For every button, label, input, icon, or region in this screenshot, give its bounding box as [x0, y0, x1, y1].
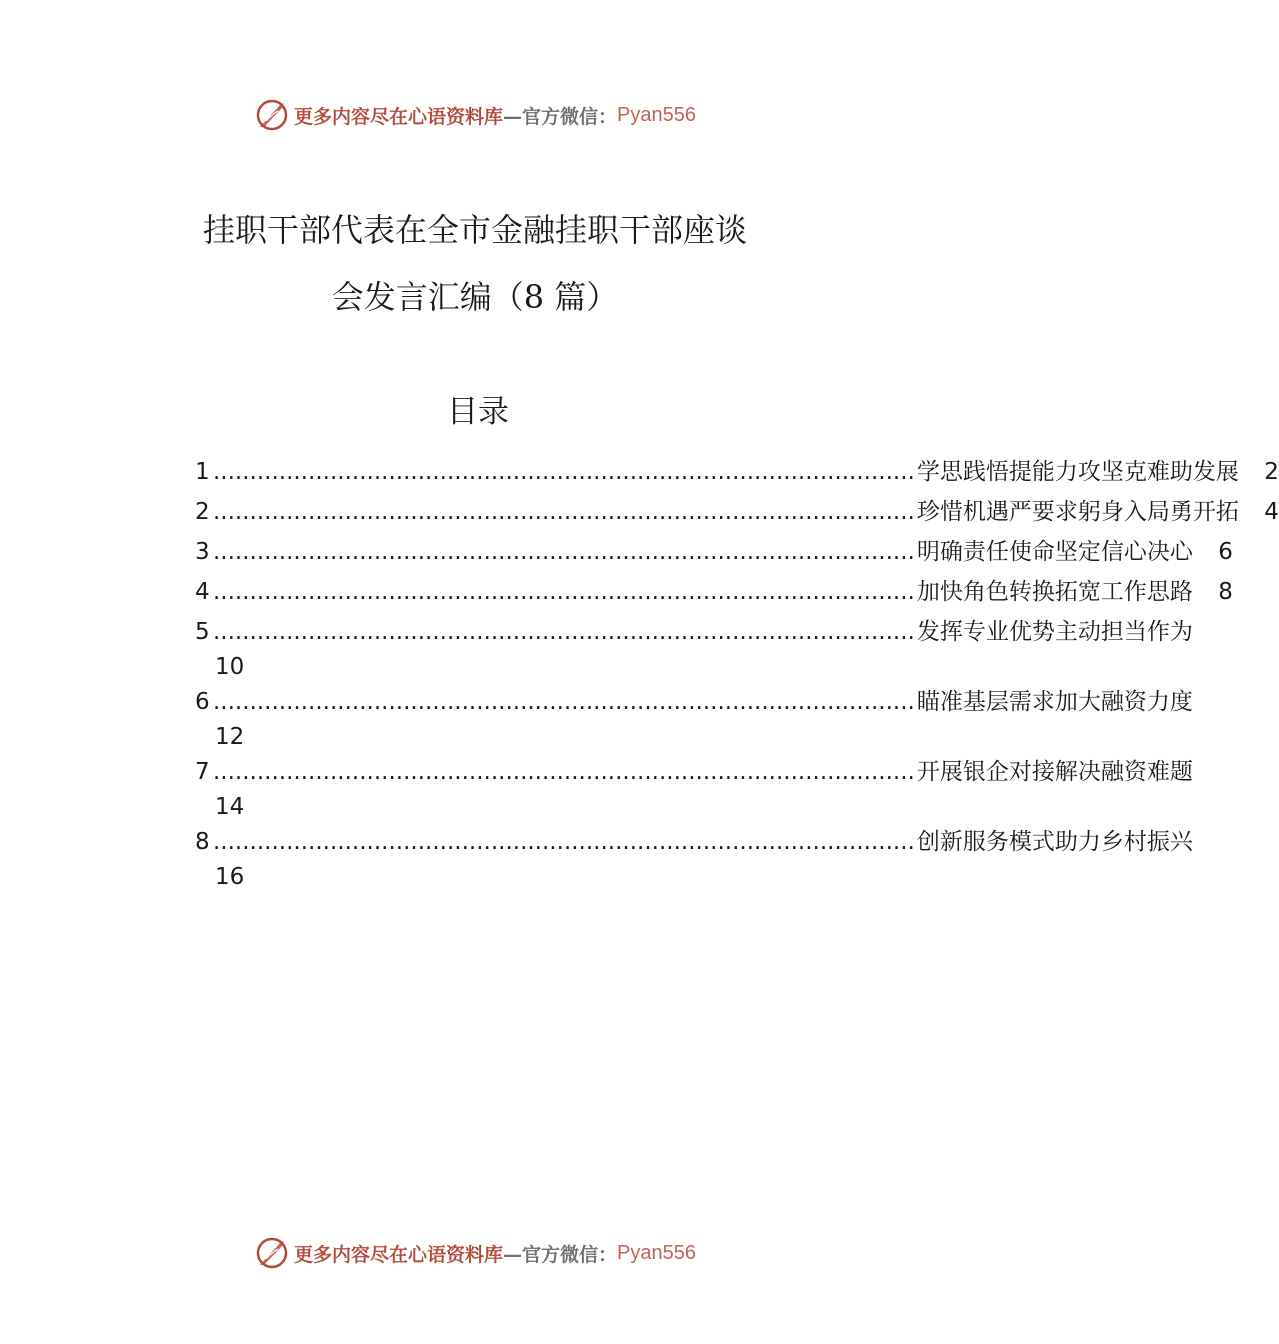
toc-entry[interactable]	[195, 822, 1193, 892]
toc-entry-title: 学思践悟提能力攻坚克难助发展	[916, 459, 1239, 485]
toc-entry-title: 明确责任使命坚定信心决心	[916, 539, 1193, 565]
toc-entry-number: 2	[195, 499, 210, 525]
toc-entry-title: 开展银企对接解决融资难题	[916, 759, 1193, 785]
banner-wechat-label: —官方微信：	[503, 1243, 618, 1266]
toc-entry-page: 6	[1218, 539, 1233, 565]
toc-entry-title: 珍惜机遇严要求躬身入局勇开拓	[916, 499, 1239, 525]
toc-leader-dots: ................................................................................................	[213, 539, 915, 565]
toc-leader-dots: ................................................................................................	[213, 619, 915, 645]
toc-entry-page: 10	[215, 654, 245, 680]
toc-entry-number: 8	[195, 829, 210, 855]
toc-entry-page: 14	[215, 794, 245, 820]
toc-entry[interactable]	[195, 612, 1193, 682]
toc-leader-dots: ................................................................................................	[213, 499, 915, 525]
footer-banner	[0, 1233, 950, 1273]
toc-entry-page: 16	[215, 864, 245, 890]
toc-leader-dots: ................................................................................................	[213, 759, 915, 785]
toc-entry-page: 12	[215, 724, 245, 750]
toc-entry-page: 8	[1218, 579, 1233, 605]
toc-entry-number: 6	[195, 689, 210, 715]
toc-leader-dots: ................................................................................................	[213, 579, 915, 605]
banner-wechat-id: Pyan556	[617, 103, 696, 126]
toc-leader-dots: ................................................................................................	[213, 459, 915, 485]
toc-entry-title: 创新服务模式助力乡村振兴	[916, 829, 1193, 855]
toc-entry[interactable]	[195, 532, 1233, 572]
table-of-contents	[195, 452, 1279, 892]
banner-library-text: 更多内容尽在心语资料库	[294, 1243, 504, 1266]
toc-entry-page: 4	[1264, 499, 1279, 525]
toc-heading: 目录	[447, 394, 509, 430]
toc-entry-title: 瞄准基层需求加大融资力度	[916, 689, 1193, 715]
toc-entry[interactable]	[195, 682, 1193, 752]
quill-logo-icon	[254, 97, 290, 133]
toc-entry-title: 加快角色转换拓宽工作思路	[916, 579, 1193, 605]
banner-wechat-label: —官方微信：	[503, 105, 618, 128]
toc-entry[interactable]	[195, 572, 1233, 612]
header-banner	[0, 95, 950, 135]
toc-entry[interactable]	[195, 452, 1279, 492]
toc-entry-number: 1	[195, 459, 210, 485]
toc-leader-dots: ................................................................................................	[213, 689, 915, 715]
toc-leader-dots: ................................................................................................	[213, 829, 915, 855]
document-title-line1: 挂职干部代表在全市金融挂职干部座谈	[202, 211, 747, 249]
banner-wechat-id: Pyan556	[617, 1241, 696, 1264]
quill-logo-icon	[254, 1235, 290, 1271]
toc-entry-title: 发挥专业优势主动担当作为	[916, 619, 1193, 645]
toc-entry-number: 3	[195, 539, 210, 565]
toc-entry-number: 5	[195, 619, 210, 645]
toc-entry-number: 7	[195, 759, 210, 785]
toc-entry[interactable]	[195, 752, 1193, 822]
toc-entry-number: 4	[195, 579, 210, 605]
toc-entry-page: 2	[1264, 459, 1279, 485]
document-title-line2: 会发言汇编（8 篇）	[331, 278, 619, 316]
banner-library-text: 更多内容尽在心语资料库	[294, 105, 504, 128]
toc-entry[interactable]	[195, 492, 1279, 532]
